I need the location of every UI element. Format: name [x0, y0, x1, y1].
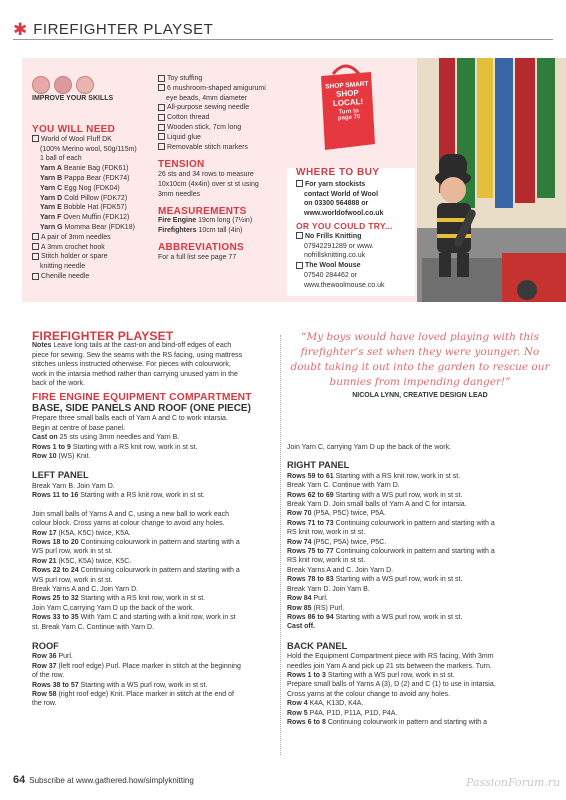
list-item: A 3mm crochet hook: [32, 243, 162, 253]
firefighter-photo: [417, 58, 566, 302]
page-number: 64: [13, 774, 26, 786]
roof-instructions: Row 36 Purl. Row 37 (left roof edge) Purl. Place marker in stitch at the beginning of the row. Rows 38 to 57 Starting with a WS purl row, work in st st. Row 58 (right roof edge) Knit. Place marker in stitch at the end of the row.: [32, 653, 241, 708]
tension-line: 26 sts and 34 rows to measure: [158, 171, 254, 179]
list-item: Chenille needle: [32, 272, 162, 282]
pattern-left-column: [32, 329, 280, 709]
page-header: [13, 21, 213, 38]
right-panel-heading: RIGHT PANEL: [287, 460, 350, 471]
instruction-line: Row 10 (WS) Knit.: [32, 453, 91, 461]
list-item: knitting needle: [40, 263, 86, 271]
right-panel-instructions: Rows 59 to 61 Starting with a RS knit row, work in st st. Break Yarn C. Continue with Yarn D. Rows 62 to 69 Starting with a WS purl row, work in st st. Break Yarn D. Join small balls of Yarn A and C for intarsia. Row 70 (P5A, P5C) twice, P5A. Rows 71 to 73 Continuing colourwork in pattern and starting with a RS knit row, work in st st. Row 74 (P5C, P5A) twice, P5C. Rows 75 to 77 Continuing colourwork in pattern and starting with a RS knit row, work in st st. Break Yarns A and C. Join Yarn D. Rows 78 to 83 Starting with a WS purl row, work in st st. Break Yarn D. Join Yarn B. Row 84 Purl. Row 85 (RS) Purl. Rows 86 to 94 Starting with a WS purl row, work in st st. Cast off.: [287, 472, 495, 631]
list-item: 6 mushroom-shaped amigurumi: [158, 84, 288, 94]
list-item: Stitch holder or spare: [32, 252, 162, 262]
list-item: A pair of 3mm needles: [32, 233, 162, 243]
yarn-ball-icon: [76, 76, 94, 94]
list-item: eye beads, 4mm diameter: [166, 94, 247, 102]
pattern-right-column: [287, 443, 555, 727]
yarn-item: Yarn C Egg Nog (FDK04): [40, 184, 120, 192]
tension-heading: TENSION: [158, 159, 205, 171]
shop-name: The Wool Mouse: [296, 261, 416, 271]
subsection-heading: BASE, SIDE PANELS AND ROOF (ONE PIECE): [32, 403, 251, 415]
tension-line: 10x10cm (4x4in) over st st using: [158, 180, 259, 188]
list-item: Toy stuffing: [158, 74, 288, 84]
checkbox-icon: [296, 180, 303, 187]
tension-line: 3mm needles: [158, 190, 201, 198]
list-item: Cotton thread: [158, 113, 288, 123]
middle-column: [158, 74, 288, 263]
list-item: Wooden stick, 7cm long: [158, 123, 288, 133]
abbreviations-text: For a full list see page 77: [158, 253, 237, 261]
you-will-need-heading: YOU WILL NEED: [32, 124, 116, 135]
left-panel-instructions: Break Yarn B. Join Yarn D. Rows 11 to 16 Starting with a RS knit row, work in st st. Join small balls of Yarns A and C, using a new ball to work each colour block. Cross yarns at colour change to avoid any holes. Row 17 (K5A, K5C) twice, K5A. Rows 18 to 20 Continuing colourwork in pattern and starting with a WS purl row, work in st st. Row 21 (K5C, K5A) twice, K5C. Rows 22 to 24 Continuing colourwork in pattern and starting with a WS purl row, work in st st. Break Yarns A and C. Join Yarn D. Rows 25 to 32 Starting with a RS knit row, work in st st. Join Yarn C,carrying Yarn D up the back of the work. Rows 33 to 35 With Yarn C and starting with a knit row, work in st st. Break Yarn C. Continue with Yarn D.: [32, 482, 240, 631]
measurement-row: Fire Engine 19cm long (7½in): [158, 217, 253, 225]
instruction-line: Join Yarn C, carrying Yarn D up the back of the work.: [287, 444, 452, 451]
quote-author: NICOLA LYNN, CREATIVE DESIGN LEAD: [352, 392, 488, 399]
header-divider: [13, 39, 553, 40]
notes-paragraph: Notes Leave long tails at the cast-on and bind-off edges of each piece for sewing. Sew the seams with the RS facing, using mattress stitches unless instructed otherwise. For pieces with colourwork, work in the intarsia method rather than carrying unused yarn in the back of the work.: [32, 342, 243, 388]
back-panel-instructions: Hold the Equipment Compartment piece with RS facing. With 3mm needles join Yarn A and pick up 21 sts between the markers. Turn. Rows 1 to 3 Starting with a WS purl row, work in st st. Prepare small balls of Yarns A (3), D (2) and C (1) to use in intarsia. Cross yarns at the colour change to avoid any holes. Row 4 K4A, K13D, K4A. Row 5 P4A, P1D, P11A, P1D, P4A. Rows 6 to 8 Continuing colourwork in pattern and starting with a: [287, 653, 496, 726]
checkbox-icon: [158, 114, 165, 121]
checkbox-icon: [32, 135, 39, 142]
where-to-buy-heading: WHERE TO BUY: [296, 167, 380, 178]
shop-details: 07540 284462 or: [304, 271, 357, 279]
skills-label: IMPROVE YOUR SKILLS: [32, 95, 114, 102]
back-panel-heading: BACK PANEL: [287, 640, 348, 651]
shop-details: nofrillsknitting.co.uk: [304, 252, 366, 260]
yarn-item: Yarn B Pappa Bear (FDK74): [40, 174, 130, 182]
list-item: All-purpose sewing needle: [158, 103, 288, 113]
checkbox-icon: [32, 243, 39, 250]
yarn-item: Yarn G Momma Bear (FDK18): [40, 223, 135, 231]
checkbox-icon: [158, 143, 165, 150]
yarn-intro-line: 1 ball of each: [40, 155, 82, 163]
pattern-title: FIREFIGHTER PLAYSET: [32, 329, 174, 343]
shop-local-text: SHOP SMART SHOP LOCAL! Turn to page 70: [325, 80, 369, 122]
skill-level-swatches: [32, 76, 94, 94]
checkbox-icon: [32, 253, 39, 260]
watermark: PassionForum.ru: [466, 776, 561, 789]
subscribe-link[interactable]: Subscribe at www.gathered.how/simplyknitting: [29, 776, 194, 785]
column-divider: [280, 335, 281, 755]
list-item: Removable stitch markers: [158, 143, 288, 153]
yarn-intro-line: World of Wool Fluff DK: [32, 135, 162, 145]
shop-name: No Frills Knitting: [296, 232, 416, 242]
left-panel-heading: LEFT PANEL: [32, 470, 89, 481]
checkbox-icon: [158, 104, 165, 111]
page-title: FIREFIGHTER PLAYSET: [33, 21, 214, 38]
checkbox-icon: [32, 273, 39, 280]
you-will-need-column: [32, 125, 162, 282]
shop-details: www.thewoolmouse.co.uk: [304, 281, 385, 289]
shop-details: 07942291289 or www.: [304, 242, 374, 250]
shop-local-badge: [315, 60, 377, 152]
checkbox-icon: [158, 84, 165, 91]
abbreviations-heading: ABBREVIATIONS: [158, 241, 244, 253]
checkbox-icon: [158, 124, 165, 131]
instruction-line: Begin at centre of base panel.: [32, 424, 126, 432]
yarn-ball-icon: [32, 76, 50, 94]
yarn-item: Yarn F Oven Muffin (FDK12): [40, 214, 130, 222]
stockist-line: For yarn stockists: [296, 180, 416, 190]
measurements-heading: MEASUREMENTS: [158, 205, 247, 217]
list-item: Liquid glue: [158, 133, 288, 143]
checkbox-icon: [158, 75, 165, 82]
where-to-buy-column: [296, 168, 416, 291]
section-heading: FIRE ENGINE EQUIPMENT COMPARTMENT: [32, 392, 252, 404]
firefighter-photo-illustration: [417, 58, 566, 302]
checkbox-icon: [296, 232, 303, 239]
yarn-item: Yarn A Beanie Bag (FDK61): [40, 165, 129, 173]
stockist-line: www.worldofwool.co.uk: [304, 210, 384, 218]
stockist-line: on 03300 564888 or: [304, 200, 369, 208]
star-icon: ✱: [13, 20, 28, 39]
instruction-line: Prepare three small balls each of Yarn A and C to work intarsia.: [32, 415, 228, 423]
measurement-row: Firefighters 10cm tall (4in): [158, 227, 243, 235]
stockist-line: contact World of Wool: [304, 190, 379, 198]
pull-quote: “My boys would have loved playing with this firefighter’s set when they were younger. No doubt taking it out into the garden to rescue our bunnies from impending danger!”: [290, 331, 550, 388]
page-footer: [13, 774, 194, 786]
yarn-item: Yarn E Bobble Hat (FDK57): [40, 204, 127, 212]
checkbox-icon: [296, 262, 303, 269]
roof-heading: ROOF: [32, 640, 59, 651]
or-you-could-try-heading: OR YOU COULD TRY...: [296, 220, 393, 231]
instruction-line: Rows 1 to 9 Starting with a RS knit row, work in st st.: [32, 443, 198, 451]
yarn-intro-line: (100% Merino wool, 50g/115m): [40, 145, 137, 153]
checkbox-icon: [158, 133, 165, 140]
yarn-ball-icon: [54, 76, 72, 94]
checkbox-icon: [32, 233, 39, 240]
yarn-item: Yarn D Cold Pillow (FDK72): [40, 194, 128, 202]
instruction-line: Cast on 25 sts using 3mm needles and Yarn B.: [32, 434, 180, 442]
